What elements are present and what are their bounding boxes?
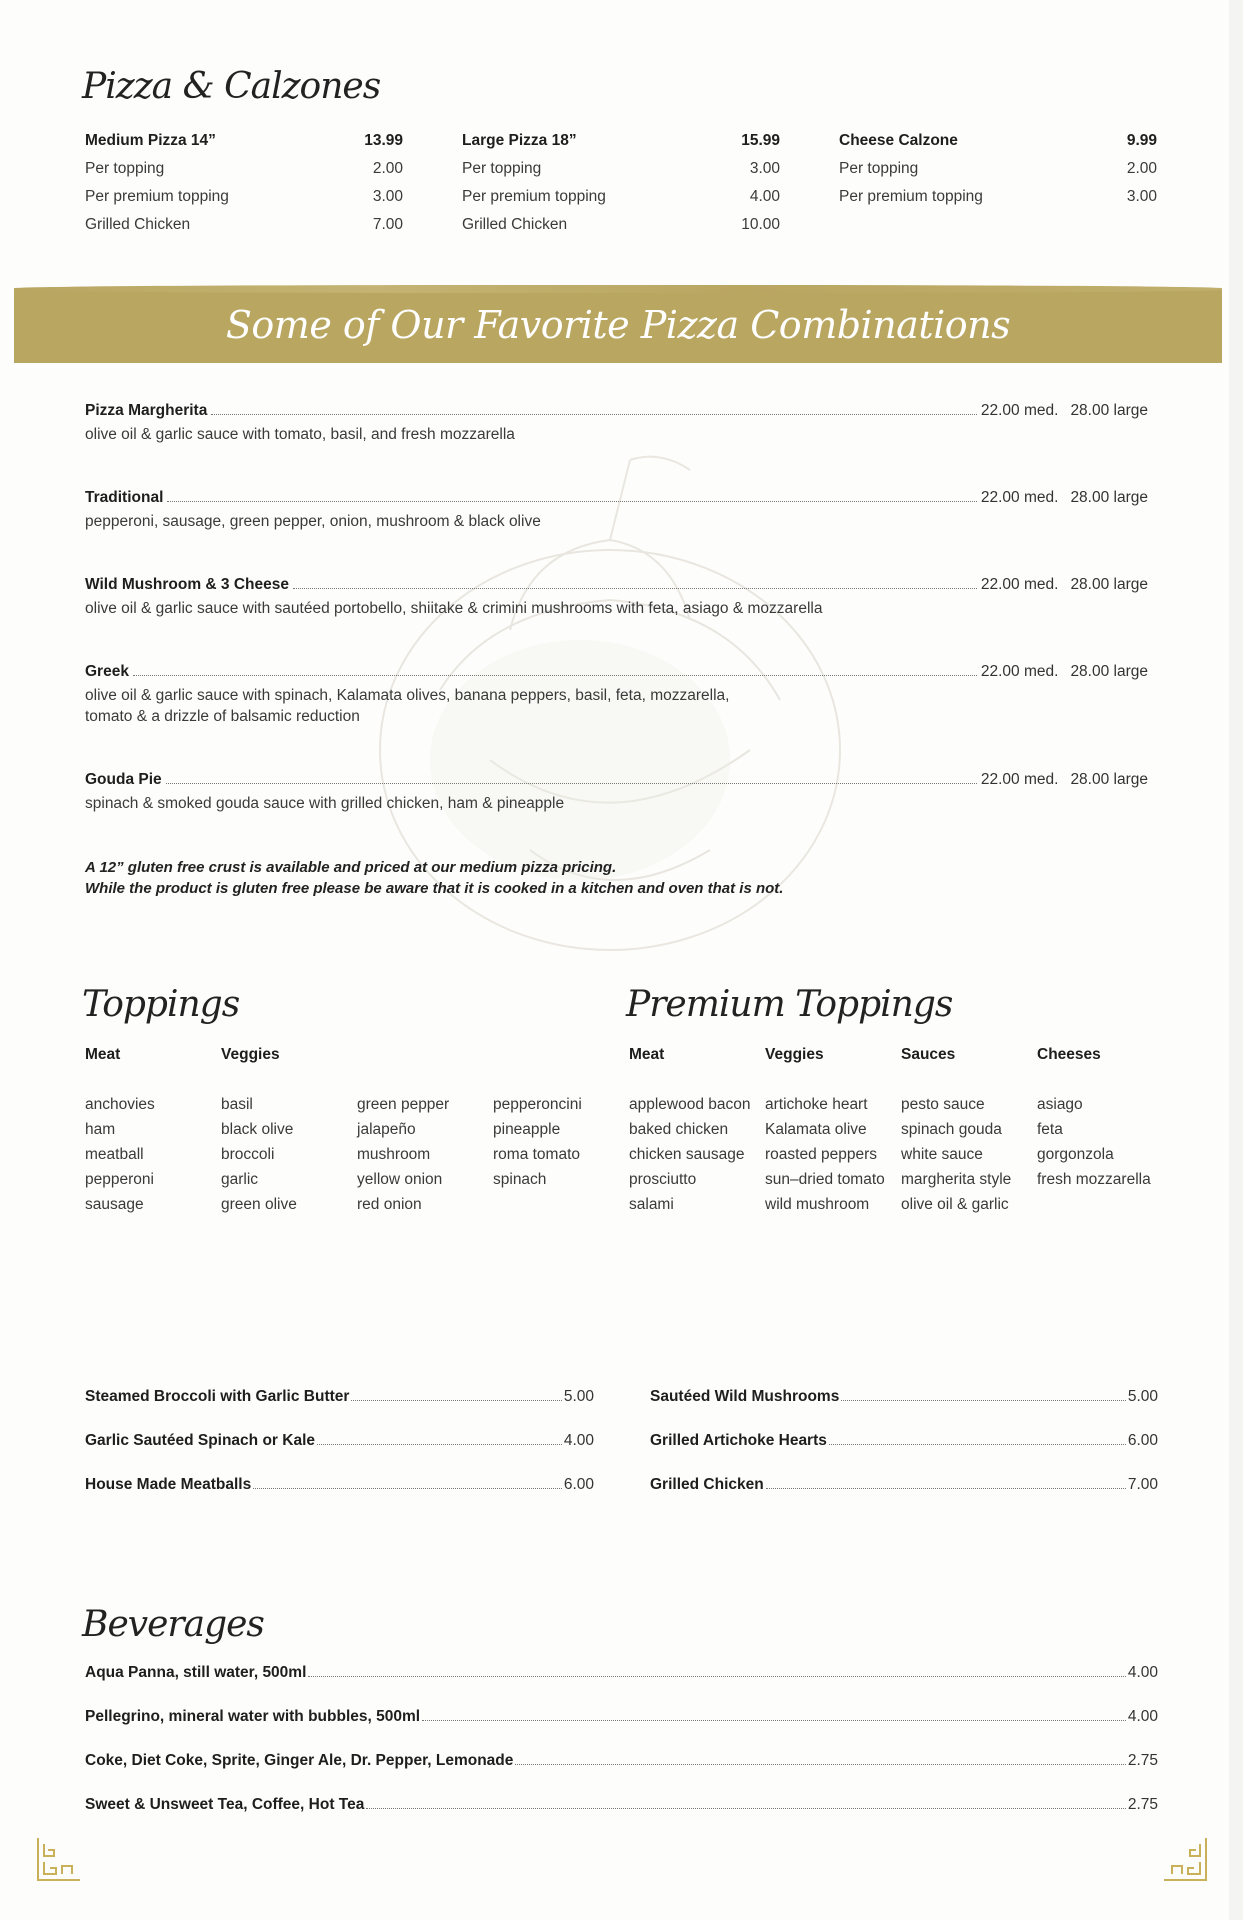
topping-item: spinach bbox=[493, 1171, 547, 1188]
topping-item: mushroom bbox=[357, 1146, 431, 1163]
topping-item: roma tomato bbox=[493, 1146, 581, 1163]
beverage-name: Aqua Panna, still water, 500ml bbox=[85, 1664, 307, 1681]
topping-item: black olive bbox=[221, 1121, 294, 1138]
topping-item: ham bbox=[85, 1121, 116, 1138]
price-medium: 22.00 med. bbox=[980, 663, 1059, 680]
topping-item: gorgonzola bbox=[1037, 1146, 1114, 1163]
column-header: Meat bbox=[629, 1046, 665, 1063]
price-row: Grilled Chicken 7.00 bbox=[85, 216, 403, 233]
dot-leader bbox=[211, 414, 977, 415]
side-price: 6.00 bbox=[563, 1476, 594, 1493]
note-line: A 12” gluten free crust is available and priced at our medium pizza pricing. bbox=[85, 859, 617, 876]
dot-leader bbox=[308, 1676, 1125, 1677]
topping-item: green pepper bbox=[357, 1096, 450, 1113]
dot-leader bbox=[422, 1720, 1126, 1721]
price-large: 28.00 large bbox=[1070, 402, 1148, 419]
premium-sauces-column bbox=[901, 1046, 1011, 1221]
price-large: 28.00 large bbox=[1070, 771, 1148, 788]
price-row: Per premium topping 4.00 bbox=[462, 188, 780, 205]
beverage-item bbox=[85, 1796, 1158, 1814]
dot-leader bbox=[166, 783, 977, 784]
column-header: Cheeses bbox=[1037, 1046, 1101, 1063]
side-item bbox=[650, 1388, 1158, 1406]
combo-item bbox=[85, 576, 1148, 619]
topping-item: pepperoni bbox=[85, 1171, 154, 1188]
beverage-name: Coke, Diet Coke, Sprite, Ginger Ale, Dr. Pepper, Lemonade bbox=[85, 1752, 514, 1769]
side-item bbox=[650, 1476, 1158, 1494]
beverage-item bbox=[85, 1752, 1158, 1770]
topping-item: anchovies bbox=[85, 1096, 155, 1113]
column-header: Sauces bbox=[901, 1046, 956, 1063]
column-header bbox=[357, 1046, 449, 1096]
topping-item: garlic bbox=[221, 1171, 259, 1188]
beverage-name: Pellegrino, mineral water with bubbles, 500ml bbox=[85, 1708, 421, 1725]
price-medium: 22.00 med. bbox=[980, 576, 1059, 593]
combo-description: olive oil & garlic sauce with sautéed portobello, shiitake & crimini mushrooms with feta, asiago & mozzarella bbox=[85, 600, 823, 617]
topping-item: red onion bbox=[357, 1196, 422, 1213]
combo-item bbox=[85, 663, 1148, 727]
price-row: Per premium topping 3.00 bbox=[85, 188, 403, 205]
price-row: Per topping 2.00 bbox=[839, 160, 1157, 177]
toppings-veggies-column-2 bbox=[357, 1046, 449, 1221]
price-row: Medium Pizza 14” 13.99 bbox=[85, 132, 403, 149]
dot-leader bbox=[253, 1488, 562, 1489]
side-item bbox=[650, 1432, 1158, 1450]
combo-name: Pizza Margherita bbox=[85, 402, 208, 419]
topping-item: wild mushroom bbox=[765, 1196, 870, 1213]
topping-item: yellow onion bbox=[357, 1171, 443, 1188]
price-large: 28.00 large bbox=[1070, 489, 1148, 506]
price-medium: 22.00 med. bbox=[980, 489, 1059, 506]
beverage-price: 4.00 bbox=[1127, 1664, 1158, 1681]
dot-leader bbox=[515, 1764, 1125, 1765]
price-medium: 22.00 med. bbox=[980, 402, 1059, 419]
dot-leader bbox=[829, 1444, 1126, 1445]
dot-leader bbox=[317, 1444, 562, 1445]
dot-leader bbox=[351, 1400, 561, 1401]
price-large: 28.00 large bbox=[1070, 576, 1148, 593]
side-item bbox=[85, 1432, 594, 1450]
premium-meat-column bbox=[629, 1046, 751, 1221]
topping-item: pesto sauce bbox=[901, 1096, 985, 1113]
topping-item: pineapple bbox=[493, 1121, 561, 1138]
topping-item: white sauce bbox=[901, 1146, 983, 1163]
topping-item: sausage bbox=[85, 1196, 144, 1213]
toppings-veggies-column bbox=[221, 1046, 297, 1221]
price-row: Cheese Calzone 9.99 bbox=[839, 132, 1157, 149]
side-name: House Made Meatballs bbox=[85, 1476, 252, 1493]
side-name: Grilled Artichoke Hearts bbox=[650, 1432, 827, 1449]
topping-item: baked chicken bbox=[629, 1121, 729, 1138]
side-item bbox=[85, 1476, 594, 1494]
toppings-veggies-column-3 bbox=[493, 1046, 582, 1196]
premium-cheeses-column bbox=[1037, 1046, 1151, 1196]
combo-description: spinach & smoked gouda sauce with grilled chicken, ham & pineapple bbox=[85, 795, 565, 812]
combo-item bbox=[85, 489, 1148, 532]
topping-item: spinach gouda bbox=[901, 1121, 1002, 1138]
pizza-medium-column bbox=[85, 132, 403, 244]
pizza-large-column bbox=[462, 132, 780, 244]
price-medium: 22.00 med. bbox=[980, 771, 1059, 788]
combo-name: Wild Mushroom & 3 Cheese bbox=[85, 576, 289, 593]
section-title-pizza-calzones: Pizza & Calzones bbox=[82, 66, 381, 107]
column-header: Veggies bbox=[765, 1046, 824, 1063]
side-item bbox=[85, 1388, 594, 1406]
combo-item bbox=[85, 771, 1148, 814]
side-name: Steamed Broccoli with Garlic Butter bbox=[85, 1388, 350, 1405]
dot-leader bbox=[293, 588, 977, 589]
topping-item: margherita style bbox=[901, 1171, 1012, 1188]
topping-item: basil bbox=[221, 1096, 253, 1113]
combo-description: pepperoni, sausage, green pepper, onion, mushroom & black olive bbox=[85, 513, 541, 530]
beverage-item bbox=[85, 1664, 1158, 1682]
dot-leader bbox=[841, 1400, 1126, 1401]
topping-item: sun–dried tomato bbox=[765, 1171, 885, 1188]
topping-item: salami bbox=[629, 1196, 674, 1213]
premium-veggies-column bbox=[765, 1046, 885, 1221]
dot-leader bbox=[133, 675, 977, 676]
topping-item: jalapeño bbox=[357, 1121, 416, 1138]
combo-name: Traditional bbox=[85, 489, 164, 506]
beverage-name: Sweet & Unsweet Tea, Coffee, Hot Tea bbox=[85, 1796, 365, 1813]
topping-item: applewood bacon bbox=[629, 1096, 751, 1113]
topping-item: pepperoncini bbox=[493, 1096, 582, 1113]
topping-item: roasted peppers bbox=[765, 1146, 878, 1163]
beverage-item bbox=[85, 1708, 1158, 1726]
price-row: Per topping 2.00 bbox=[85, 160, 403, 177]
column-header: Meat bbox=[85, 1046, 121, 1063]
side-name: Garlic Sautéed Spinach or Kale bbox=[85, 1432, 315, 1449]
side-price: 4.00 bbox=[563, 1432, 594, 1449]
side-name: Sautéed Wild Mushrooms bbox=[650, 1388, 840, 1405]
topping-item: broccoli bbox=[221, 1146, 275, 1163]
side-name: Grilled Chicken bbox=[650, 1476, 764, 1493]
calzone-column bbox=[839, 132, 1157, 216]
topping-item: asiago bbox=[1037, 1096, 1083, 1113]
side-price: 7.00 bbox=[1127, 1476, 1158, 1493]
corner-ornament-icon bbox=[1162, 1836, 1210, 1884]
banner-title: Some of Our Favorite Pizza Combinations bbox=[225, 303, 1011, 347]
price-row: Per topping 3.00 bbox=[462, 160, 780, 177]
side-price: 5.00 bbox=[1127, 1388, 1158, 1405]
combo-description: olive oil & garlic sauce with spinach, Kalamata olives, banana peppers, basil, feta, mozzarella, tomato & a drizzle of balsamic reduction bbox=[85, 687, 730, 725]
combo-name: Gouda Pie bbox=[85, 771, 162, 788]
price-row: Grilled Chicken 10.00 bbox=[462, 216, 780, 233]
dot-leader bbox=[766, 1488, 1126, 1489]
topping-item: olive oil & garlic bbox=[901, 1196, 1009, 1213]
price-large: 28.00 large bbox=[1070, 663, 1148, 680]
topping-item: green olive bbox=[221, 1196, 297, 1213]
dot-leader bbox=[366, 1808, 1125, 1809]
topping-item: meatball bbox=[85, 1146, 144, 1163]
side-price: 5.00 bbox=[563, 1388, 594, 1405]
topping-item: artichoke heart bbox=[765, 1096, 868, 1113]
favorites-banner bbox=[14, 289, 1222, 363]
note-line: While the product is gluten free please be aware that it is cooked in a kitchen and oven that is not. bbox=[85, 880, 784, 897]
combo-description: olive oil & garlic sauce with tomato, basil, and fresh mozzarella bbox=[85, 426, 515, 443]
combo-item bbox=[85, 402, 1148, 445]
beverage-price: 2.75 bbox=[1127, 1796, 1158, 1813]
topping-item: feta bbox=[1037, 1121, 1063, 1138]
column-header: Veggies bbox=[221, 1046, 280, 1063]
topping-item: Kalamata olive bbox=[765, 1121, 867, 1138]
topping-item: chicken sausage bbox=[629, 1146, 745, 1163]
side-price: 6.00 bbox=[1127, 1432, 1158, 1449]
topping-item: fresh mozzarella bbox=[1037, 1171, 1151, 1188]
price-row: Per premium topping 3.00 bbox=[839, 188, 1157, 205]
corner-ornament-icon bbox=[34, 1836, 82, 1884]
combo-name: Greek bbox=[85, 663, 129, 680]
column-header bbox=[493, 1046, 582, 1096]
topping-item: prosciutto bbox=[629, 1171, 697, 1188]
beverage-price: 4.00 bbox=[1127, 1708, 1158, 1725]
section-title-toppings: Toppings bbox=[82, 984, 240, 1025]
section-title-beverages: Beverages bbox=[82, 1604, 264, 1645]
toppings-meat-column bbox=[85, 1046, 155, 1221]
dot-leader bbox=[167, 501, 977, 502]
beverage-price: 2.75 bbox=[1127, 1752, 1158, 1769]
section-title-premium-toppings: Premium Toppings bbox=[626, 984, 953, 1025]
price-row: Large Pizza 18” 15.99 bbox=[462, 132, 780, 149]
gluten-free-note bbox=[85, 857, 783, 899]
